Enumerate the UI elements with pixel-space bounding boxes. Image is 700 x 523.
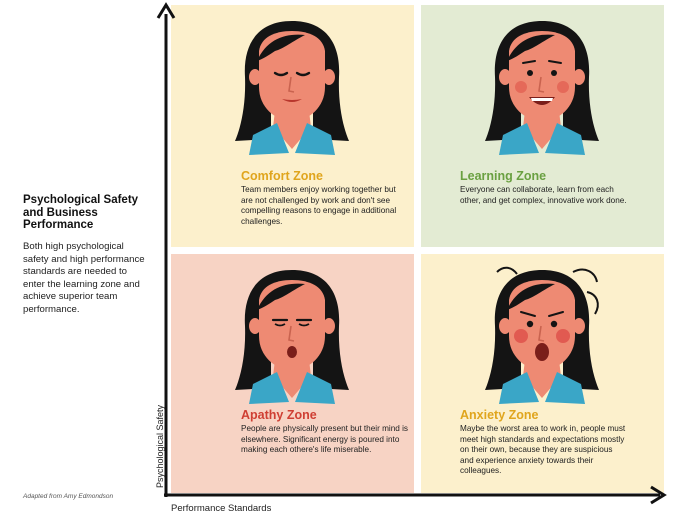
y-axis-label: Psychological Safety (155, 404, 165, 488)
anxiety-zone-quadrant (421, 254, 664, 493)
intro-description: Both high psychological safety and high performance standards are needed to enter the learning zone and achieve superior team performance. (23, 241, 145, 316)
learning-zone-description: Everyone can collaborate, learn from each other, and get complex, innovative work done. (460, 185, 627, 205)
anxious-face-icon (477, 264, 607, 404)
learning-zone-quadrant (421, 5, 664, 247)
anxiety-zone-title: Anxiety Zone (460, 408, 539, 422)
apathy-zone-description: People are physically present but their mind is elsewhere. Significant energy is poured into making each othere's life miserable. (241, 424, 409, 455)
happy-face-icon (477, 15, 607, 155)
apathy-zone-title: Apathy Zone (241, 408, 317, 422)
learning-zone-title: Learning Zone (460, 169, 547, 183)
intro-panel (23, 194, 151, 326)
comfort-zone-quadrant (171, 5, 414, 247)
anxiety-zone-description: Maybe the worst area to work in, people must meet high standards and expectations mostly on their own, because they are suspicious and experience anxiety towards their colleagues. (460, 424, 626, 476)
intro-title: Psychological Safety and Business Performance (23, 194, 139, 231)
bored-face-icon (227, 264, 357, 404)
apathy-zone-quadrant (171, 254, 414, 493)
x-axis-label: Performance Standards (171, 503, 272, 514)
comfort-zone-description: Team members enjoy working together but are not challenged by work and don't see compelling reasons to engage in additional challenges. (241, 185, 397, 226)
comfort-zone-title: Comfort Zone (241, 169, 323, 183)
calm-face-icon (227, 15, 357, 155)
source-credit: Adapted from Amy Edmondson (23, 493, 114, 500)
